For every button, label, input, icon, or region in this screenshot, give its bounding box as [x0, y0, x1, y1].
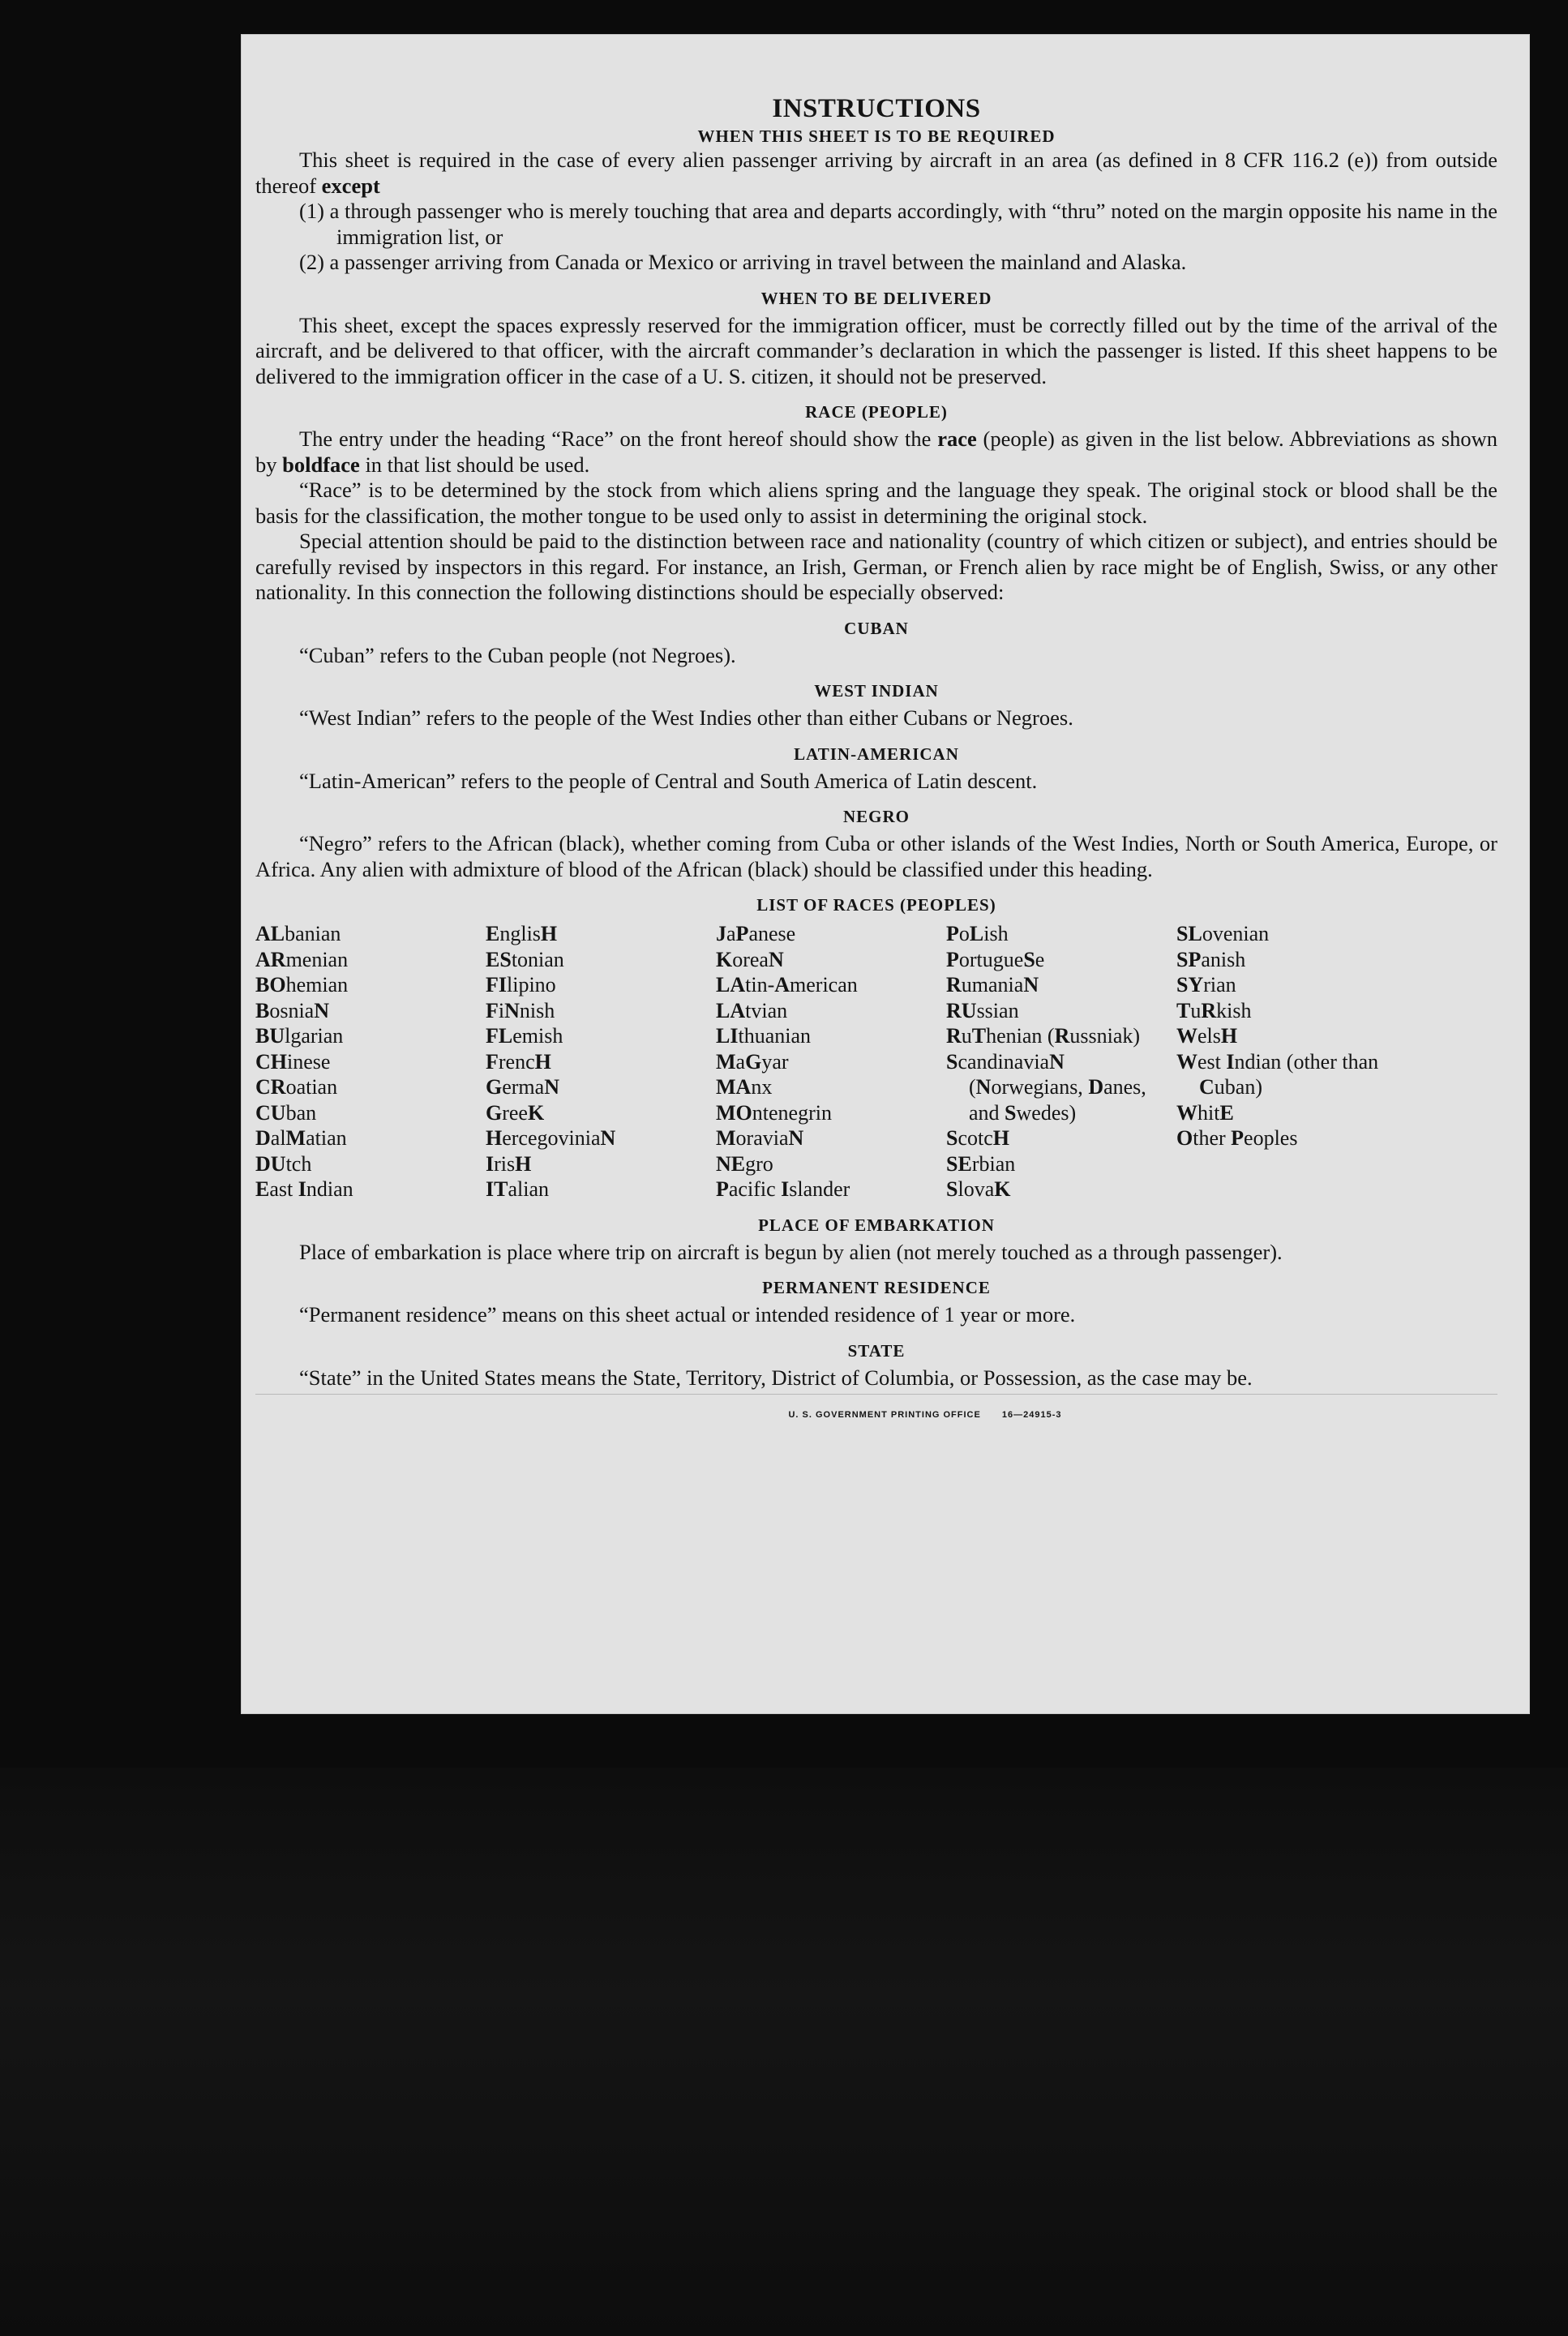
races-column-5 [1176, 921, 1412, 1202]
race-entry: PortugueSe [946, 947, 1045, 971]
form-code: 16—24915-3 [1001, 1410, 1062, 1420]
race-entry: PoLish [946, 922, 1009, 945]
race-entry: FrencH [486, 1049, 551, 1074]
race-entry: CHinese [255, 1049, 331, 1074]
embarkation-text: Place of embarkation is place where trip on aircraft is begun by alien (not merely touched as a through passenger). [299, 1239, 1283, 1264]
race-entry: MoraviaN [716, 1126, 804, 1150]
race-entry: Pacific Islander [716, 1177, 850, 1201]
required-item-2: (2) a passenger arriving from Canada or Mexico or arriving in travel between the mainland and Alaska. [299, 250, 1187, 274]
race-entry: ALbanian [255, 922, 341, 945]
heading-delivered: WHEN TO BE DELIVERED [760, 288, 992, 308]
race-entry: Other Peoples [1176, 1126, 1298, 1150]
race-entry: RuThenian (Russniak) [946, 1024, 1141, 1048]
races-list [255, 921, 1497, 1202]
races-column-3 [716, 921, 946, 1202]
race-entry: TuRkish [1176, 998, 1252, 1022]
race-entry: RUssian [946, 998, 1019, 1022]
race-entry: SLovenian [1176, 922, 1270, 945]
race-entry: WelsH [1176, 1024, 1238, 1048]
races-column-4 [946, 921, 1176, 1202]
race-entry: SPanish [1176, 947, 1246, 971]
race-paragraph-1: The entry under the heading “Race” on the front hereof should show the race (people) as given in the list below. Abbreviations as shown by boldface in that list should be used. [255, 426, 1497, 477]
race-entry: ARmenian [255, 947, 349, 971]
race-entry: FLemish [486, 1024, 563, 1048]
race-entry: LAtvian [716, 998, 788, 1022]
heading-required: WHEN THIS SHEET IS TO BE REQUIRED [697, 126, 1056, 146]
handwriting-mark [974, 326, 984, 352]
race-entry: NEgro [716, 1151, 773, 1176]
heading-residence: PERMANENT RESIDENCE [762, 1278, 991, 1297]
race-entry: ScotcH [946, 1126, 1010, 1150]
required-item-1: (1) a through passenger who is merely touching that area and departs accordingly, with “thru” noted on the margin opposite his name in the immigration list, or [299, 199, 1497, 249]
page-title: INSTRUCTIONS [772, 94, 981, 123]
race-entry: FIlipino [486, 973, 556, 997]
heading-negro: NEGRO [842, 807, 910, 826]
delivered-text: This sheet, except the spaces expressly reserved for the immigration officer, must be correctly filled out by the time of the arrival of the aircraft, and be delivered to that officer, with the aircraft commander’s declaration in which the passenger is listed. If this sheet happens to be delivered to the immigration officer in the case of a U. S. citizen, it should not be preserved. [255, 312, 1497, 388]
race-entry: BOhemian [255, 973, 349, 997]
race-entry: WhitE [1176, 1100, 1234, 1125]
printer-imprint [353, 1403, 1497, 1429]
scan-background [0, 1768, 1568, 2336]
footer-rule [255, 1394, 1497, 1395]
race-entry: KoreaN [716, 947, 784, 971]
race-entry: ITalian [486, 1177, 549, 1201]
race-entry: EnglisH [486, 922, 558, 945]
race-entry: West Indian (other than Cuban) [1176, 1049, 1379, 1099]
race-entry: GermaN [486, 1075, 559, 1099]
race-entry: LIthuanian [716, 1024, 811, 1048]
heading-embarkation: PLACE OF EMBARKATION [758, 1215, 995, 1235]
cuban-text: “Cuban” refers to the Cuban people (not Negroes). [299, 642, 736, 667]
race-entry: DalMatian [255, 1126, 347, 1150]
heading-cuban: CUBAN [844, 618, 909, 638]
residence-text: “Permanent residence” means on this sheet actual or intended residence of 1 year or more. [299, 1302, 1076, 1327]
race-entry: DUtch [255, 1151, 312, 1176]
race-entry: BosniaN [255, 998, 330, 1022]
race-entry: MaGyar [716, 1049, 789, 1074]
race-entry: IrisH [486, 1151, 532, 1176]
heading-west-indian: WEST INDIAN [814, 681, 939, 701]
race-entry: FiNnish [486, 998, 555, 1022]
race-entry: GreeK [486, 1100, 545, 1125]
race-entry: LAtin-American [716, 973, 858, 997]
race-paragraph-2: “Race” is to be determined by the stock from which aliens spring and the language they speak. The original stock or blood shall be the basis for the classification, the mother tongue to be used only to assist in determining the original stock. [255, 478, 1497, 528]
race-entry: MOntenegrin [716, 1100, 832, 1125]
races-column-2 [486, 921, 716, 1202]
race-entry: SYrian [1176, 973, 1236, 997]
race-paragraph-3: Special attention should be paid to the distinction between race and nationality (country of which citizen or subject), and entries should be carefully revised by inspectors in this regard. For instance, an Irish, German, or French alien by race might be of English, Swiss, or any other nationality. In this connection the following distinctions should be especially observed: [255, 529, 1497, 604]
race-entry: ScandinaviaN (Norwegians, Danes, and Swedes) [946, 1049, 1146, 1125]
heading-state: STATE [847, 1340, 906, 1361]
race-entry: East Indian [255, 1177, 353, 1201]
race-entry: RumaniaN [946, 973, 1039, 997]
race-entry: SlovaK [946, 1177, 1011, 1201]
required-intro: This sheet is required in the case of every alien passenger arriving by aircraft in an area (as defined in 8 CFR 116.2 (e)) from outside thereof except [255, 148, 1497, 198]
negro-text: “Negro” refers to the African (black), whether coming from Cuba or other islands of the West Indies, North or South America, Europe, or Africa. Any alien with admixture of blood of the African (black) should be classified under this heading. [255, 831, 1497, 881]
heading-list-of-races: LIST OF RACES (PEOPLES) [756, 895, 996, 915]
race-entry: CUban [255, 1100, 317, 1125]
west-indian-text: “West Indian” refers to the people of the West Indies other than either Cubans or Negroes. [299, 705, 1073, 730]
bleed-through-text [460, 105, 465, 131]
race-entry: CRoatian [255, 1075, 338, 1099]
race-entry: MAnx [716, 1075, 773, 1099]
race-entry: HercegoviniaN [486, 1126, 616, 1150]
heading-race: RACE (PEOPLE) [805, 402, 948, 422]
race-entry: JaPanese [716, 922, 796, 945]
state-text: “State” in the United States means the State, Territory, District of Columbia, or Possession, as the case may be. [299, 1365, 1253, 1390]
race-entry: BUlgarian [255, 1024, 344, 1048]
printer-name: U. S. GOVERNMENT PRINTING OFFICE [788, 1410, 981, 1420]
race-entry: EStonian [486, 947, 564, 971]
latin-american-text: “Latin-American” refers to the people of Central and South America of Latin descent. [299, 768, 1038, 793]
races-column-1 [255, 921, 486, 1202]
instruction-sheet [241, 34, 1530, 1714]
heading-latin-american: LATIN-AMERICAN [794, 744, 959, 764]
race-entry: SErbian [946, 1151, 1016, 1176]
